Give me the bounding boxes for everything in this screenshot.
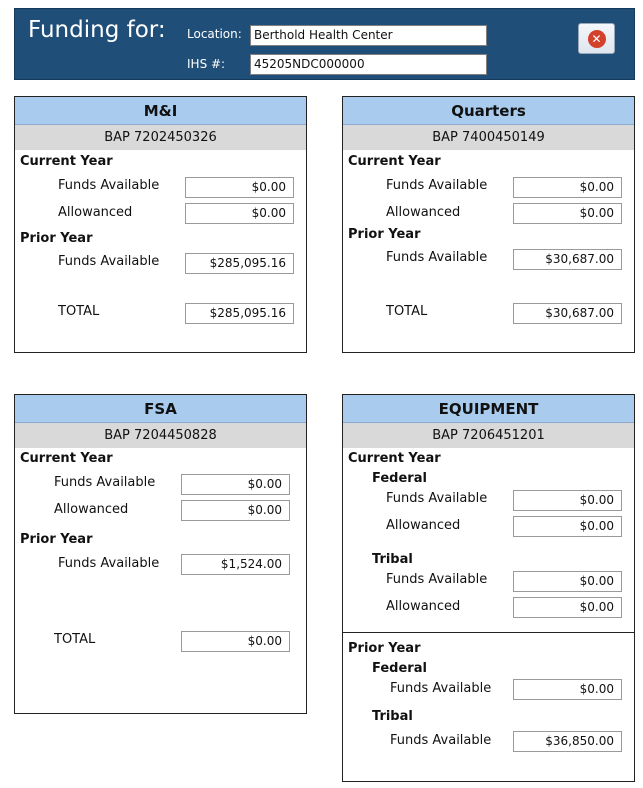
prior-year-heading: Prior Year — [348, 227, 421, 242]
panel-quarters — [342, 96, 635, 353]
page-title: Funding for: — [28, 17, 166, 43]
location-field[interactable]: Berthold Health Center — [250, 25, 487, 46]
funds-available-label: Funds Available — [54, 475, 156, 490]
prior-year-heading: Prior Year — [20, 532, 93, 547]
current-year-heading: Current Year — [348, 451, 441, 466]
panel-fsa — [14, 394, 307, 714]
current-year-heading: Current Year — [348, 154, 441, 169]
cy-funds-available-field[interactable]: $0.00 — [185, 177, 294, 198]
panel-equipment — [342, 394, 635, 782]
tribal-heading: Tribal — [372, 552, 413, 567]
allowanced-label: Allowanced — [58, 205, 133, 220]
total-field[interactable]: $0.00 — [181, 631, 290, 652]
total-field[interactable]: $30,687.00 — [513, 303, 622, 324]
cy-federal-allowanced-field[interactable]: $0.00 — [513, 516, 622, 537]
allowanced-label: Allowanced — [386, 599, 461, 614]
funds-available-label: Funds Available — [390, 733, 492, 748]
funds-available-label: Funds Available — [386, 572, 488, 587]
total-label: TOTAL — [54, 632, 96, 647]
total-field[interactable]: $285,095.16 — [185, 303, 294, 324]
panel-mi — [14, 96, 307, 353]
total-label: TOTAL — [386, 304, 428, 319]
allowanced-label: Allowanced — [54, 502, 129, 517]
funds-available-label: Funds Available — [386, 178, 488, 193]
bap-number: BAP 7206451201 — [343, 423, 634, 448]
close-button[interactable] — [578, 23, 615, 54]
section-divider — [343, 632, 634, 633]
prior-year-heading: Prior Year — [348, 641, 421, 656]
panel-title: FSA — [15, 395, 306, 423]
federal-heading: Federal — [372, 661, 427, 676]
current-year-heading: Current Year — [20, 451, 113, 466]
cy-funds-available-field[interactable]: $0.00 — [181, 474, 290, 495]
tribal-heading: Tribal — [372, 709, 413, 724]
panel-title: EQUIPMENT — [343, 395, 634, 423]
current-year-heading: Current Year — [20, 154, 113, 169]
cy-tribal-funds-available-field[interactable]: $0.00 — [513, 571, 622, 592]
cy-federal-funds-available-field[interactable]: $0.00 — [513, 490, 622, 511]
py-funds-available-field[interactable]: $30,687.00 — [513, 249, 622, 270]
funds-available-label: Funds Available — [386, 491, 488, 506]
ihs-field[interactable]: 45205NDC000000 — [250, 54, 487, 75]
py-tribal-funds-available-field[interactable]: $36,850.00 — [513, 731, 622, 752]
funding-header — [14, 8, 635, 80]
ihs-label: IHS #: — [187, 57, 226, 71]
total-label: TOTAL — [58, 304, 100, 319]
location-label: Location: — [187, 27, 242, 41]
cy-allowanced-field[interactable]: $0.00 — [181, 500, 290, 521]
cy-allowanced-field[interactable]: $0.00 — [185, 203, 294, 224]
bap-number: BAP 7202450326 — [15, 125, 306, 150]
close-icon: ✕ — [588, 30, 606, 48]
allowanced-label: Allowanced — [386, 205, 461, 220]
py-funds-available-field[interactable]: $285,095.16 — [185, 253, 294, 274]
prior-year-heading: Prior Year — [20, 231, 93, 246]
funds-available-label: Funds Available — [386, 250, 488, 265]
bap-number: BAP 7204450828 — [15, 423, 306, 448]
federal-heading: Federal — [372, 471, 427, 486]
panel-title: M&I — [15, 97, 306, 125]
bap-number: BAP 7400450149 — [343, 125, 634, 150]
funds-available-label: Funds Available — [390, 681, 492, 696]
cy-tribal-allowanced-field[interactable]: $0.00 — [513, 597, 622, 618]
cy-funds-available-field[interactable]: $0.00 — [513, 177, 622, 198]
py-federal-funds-available-field[interactable]: $0.00 — [513, 679, 622, 700]
funds-available-label: Funds Available — [58, 556, 160, 571]
funds-available-label: Funds Available — [58, 178, 160, 193]
funds-available-label: Funds Available — [58, 254, 160, 269]
allowanced-label: Allowanced — [386, 518, 461, 533]
cy-allowanced-field[interactable]: $0.00 — [513, 203, 622, 224]
py-funds-available-field[interactable]: $1,524.00 — [181, 554, 290, 575]
panel-title: Quarters — [343, 97, 634, 125]
